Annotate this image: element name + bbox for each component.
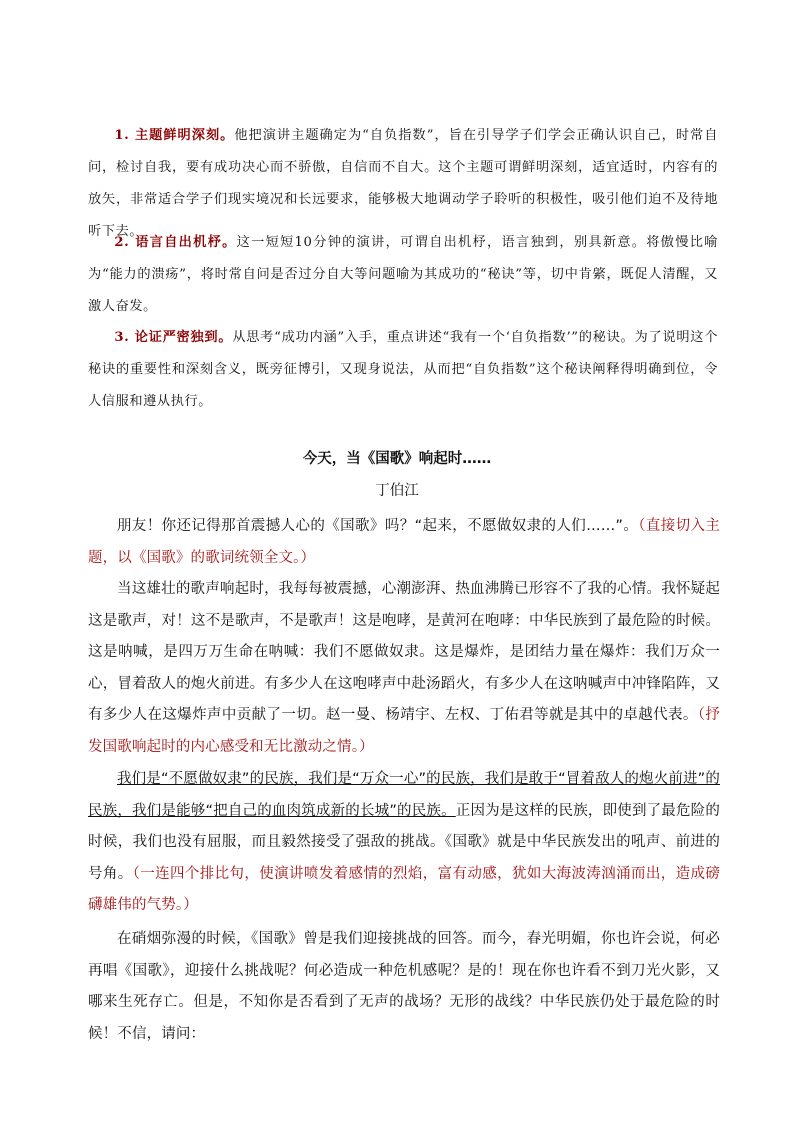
paragraph-comment: （一连四个排比句，使演讲喷发着感情的烈焰，富有动感，犹如大海波涛汹涌而出，造成磅礴雄伟的气势。） [88,865,721,913]
essay-paragraph-3 [88,764,720,922]
essay-paragraph-1 [88,511,720,574]
paragraph-text: 朋友！你还记得那首震撼人心的《国歌》吗？“起来，不愿做奴隶的人们……”。 [117,518,639,534]
essay-author: 丁伯江 [375,483,419,499]
paragraph-text: 当这雄壮的歌声响起时，我每每被震撼，心潮澎湃、热血沸腾已形容不了我的心情。我怀疑起这是歌声，对！这不是歌声，不是歌声！这是咆哮，是黄河在咆哮：中华民族到了最危险的时候。这是呐喊，是四万万生命在呐喊：我们不愿做奴隶。这是爆炸，是团结力量在爆炸：我们万众一心，冒着敌人的炮火前进。有多少人在这咆哮声中赴汤蹈火，有多少人在这呐喊声中冲锋陷阵，又有多少人在这爆炸声中贡献了一切。赵一曼、杨靖宇、左权、丁佑君等就是其中的卓越代表。 [88,581,720,723]
paragraph-text: 在硝烟弥漫的时候，《国歌》曾是我们迎接挑战的回答。而今，春光明媚，你也许会说，何必再唱《国歌》，迎接什么挑战呢？何必造成一种危机感呢？是的！现在你也许看不到刀光火影，又哪来生死存亡。但是，不知你是否看到了无声的战场？无形的战线？中华民族仍处于最危险的时候！不信，请问： [88,931,720,1042]
paragraph-text: 正因为是这样的民族，即使到了最危险的时候，我们也没有屈服，而且毅然接受了强敌的挑战。《国歌》就是中华民族发出的吼声、前进的号角。 [88,802,721,882]
underlined-parallelism: 我们是“不愿做奴隶”的民族，我们是“万众一心”的民族，我们是敢于“冒着敌人的炮火前进”的民族，我们是能够“把自己的血肉筑成新的长城”的民族。 [88,771,720,819]
analysis-point-lead: 3. 论证严密独到。 [114,330,233,345]
paragraph-comment: （直接切入主题，以《国歌》的歌词统领全文。） [88,518,720,566]
essay-paragraph-2 [88,574,720,763]
analysis-point-text: 这一短短10分钟的演讲，可谓自出机杼，语言独到，别具新意。将傲慢比喻为“能力的溃疡”，将时常自问是否过分自大等问题喻为其成功的“秘诀”等，切中肯綮，既促人清醒，又激人奋发。 [88,235,719,314]
paragraph-comment: （抒发国歌响起时的内心感受和无比激动之情。） [88,707,720,755]
analysis-point-2 [88,227,718,323]
analysis-point-text: 从思考“成功内涵”入手，重点讲述“我有一个‘自负指数’”的秘诀。为了说明这个秘诀的重要性和深刻含义，既旁征博引，又现身说法，从而把“自负指数”这个秘诀阐释得明确到位，令人信服和遵从执行。 [88,330,718,409]
analysis-point-3 [88,322,718,418]
analysis-point-text: 他把演讲主题确定为“自负指数”，旨在引导学子们学会正确认识自己，时常自问，检讨自我，要有成功决心而不骄傲，自信而不自大。这个主题可谓鲜明深刻，适宜适时，内容有的放矢，非常适合学子们现实境况和长远要求，能够极大地调动学子聆听的积极性，吸引他们迫不及待地听下去。 [88,128,719,239]
analysis-point-lead: 1. 主题鲜明深刻。 [114,128,235,143]
essay-paragraph-4 [88,924,720,1050]
analysis-point-lead: 2. 语言自出机杼。 [114,235,237,250]
essay-title: 今天，当《国歌》响起时…… [302,451,492,467]
